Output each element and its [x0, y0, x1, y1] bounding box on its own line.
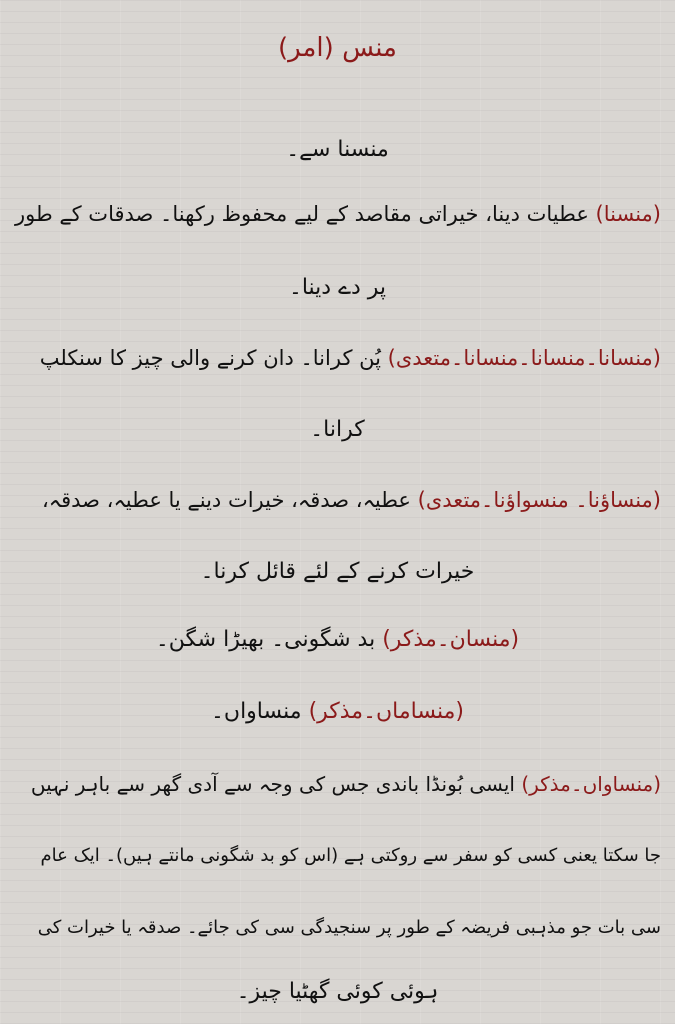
definition-text: پُن کرانا۔ دان کرنے والی چیز کا سنکلپ [39, 346, 381, 370]
headword: (منساواں۔مذکر) [521, 772, 661, 796]
definition-text: ایسی بُونڈا باندی جس کی وجہ سے آدی گھر سے باہر نہیں [30, 772, 515, 796]
definition-text: عطیہ، صدقہ، خیرات دینے یا عطیہ، صدقہ، [42, 488, 411, 512]
entry-line-2 [14, 192, 661, 236]
entry-line-12 [14, 906, 661, 950]
headword: (منسنا) [595, 202, 661, 226]
entry-line-4 [14, 336, 661, 380]
entry-line-11 [14, 834, 661, 878]
entry-line-8 [14, 618, 661, 662]
entry-line-1 [14, 128, 661, 172]
definition-text: عطیات دینا، خیراتی مقاصد کے لیے محفوظ رکھنا۔ صدقات کے طور [14, 202, 589, 226]
definition-text: منساواں۔ [211, 699, 302, 724]
definition-text: پر دے دینا۔ [288, 275, 387, 300]
headword: (منسانا۔منسانا۔منسانا۔متعدی) [387, 346, 661, 370]
entry-title: منس (امر) [278, 33, 397, 63]
definition-text: ہوئی کوئی گھٹیا چیز۔ [236, 979, 439, 1004]
headword: (منسان۔مذکر) [382, 627, 520, 652]
entry-line-6 [14, 478, 661, 522]
entry-line-9 [14, 690, 661, 734]
definition-text: بد شگونی۔ بھیڑا شگن۔ [155, 627, 376, 652]
headword: (منساماں۔مذکر) [308, 699, 464, 724]
definition-text: خیرات کرنے کے لئے قائل کرنا۔ [200, 559, 475, 584]
headword: (منساؤنا۔ منسواؤنا۔متعدی) [417, 488, 661, 512]
definition-text: سی بات جو مذہبی فریضہ کے طور پر سنجیدگی سی کی جائے۔ صدقہ یا خیرات کی [37, 917, 661, 938]
entry-line-10 [14, 762, 661, 806]
entry-line-3 [14, 266, 661, 310]
entry-line-7 [14, 550, 661, 594]
definition-text: جا سکتا یعنی کسی کو سفر سے روکتی ہے (اس کو بد شگونی مانتے ہیں)۔ ایک عام [40, 845, 661, 866]
entry-line-5 [14, 408, 661, 452]
definition-text: منسنا سے۔ [286, 137, 389, 162]
definition-text: کرانا۔ [310, 417, 365, 442]
entry-line-13 [14, 970, 661, 1014]
